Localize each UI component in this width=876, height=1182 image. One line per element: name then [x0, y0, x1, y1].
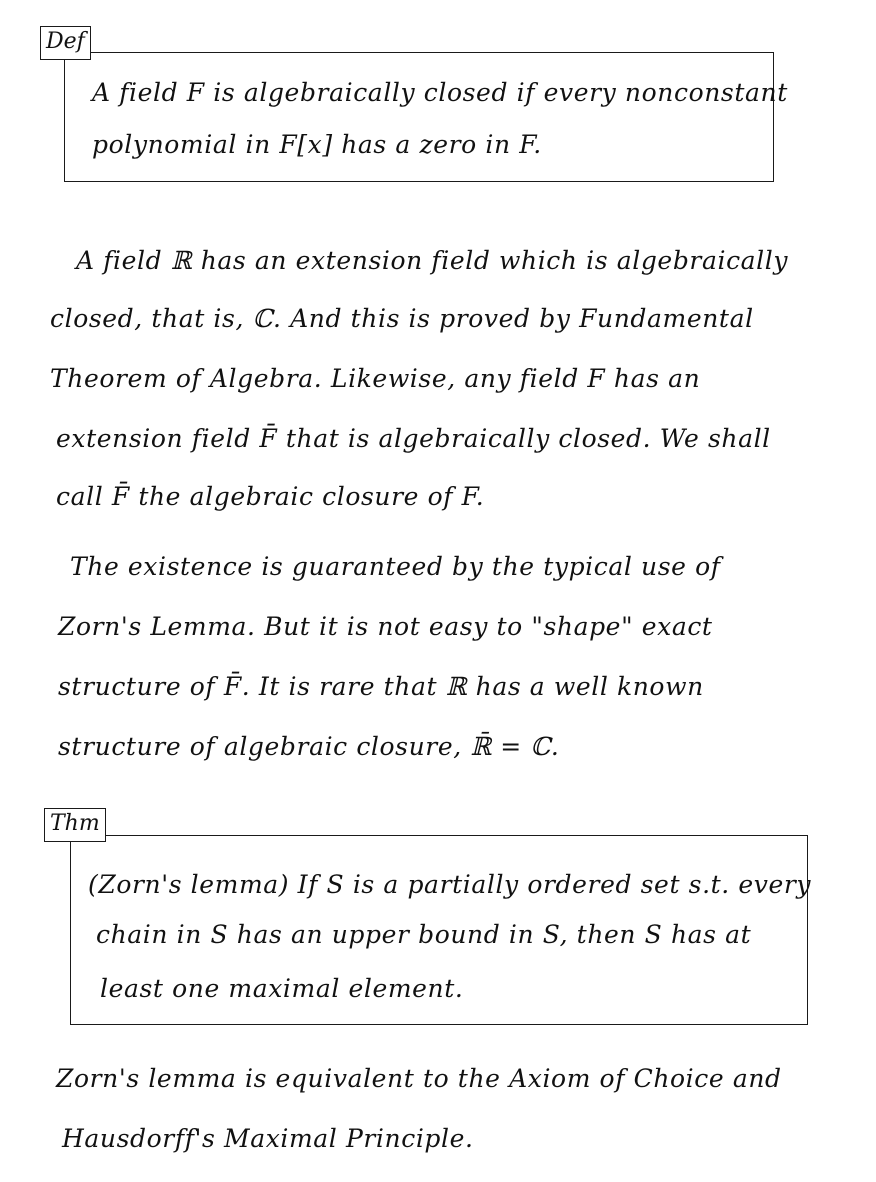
paragraph-line: extension field F̄ that is algebraically closed. We shall	[56, 424, 771, 453]
paragraph-line: The existence is guaranteed by the typical use of	[70, 552, 721, 581]
paragraph-line: Zorn's lemma is equivalent to the Axiom of Choice and	[56, 1064, 782, 1093]
paragraph-line: structure of algebraic closure, ℝ̄ = ℂ.	[58, 732, 560, 761]
paragraph-line: structure of F̄. It is rare that ℝ has a well known	[58, 672, 704, 701]
paragraph-line: call F̄ the algebraic closure of F.	[56, 482, 485, 511]
paragraph-line: Zorn's Lemma. But it is not easy to "shape" exact	[58, 612, 713, 641]
definition-box	[64, 52, 774, 182]
theorem-line: (Zorn's lemma) If S is a partially ordered set s.t. every	[88, 870, 812, 899]
theorem-line: chain in S has an upper bound in S, then S has at	[96, 920, 752, 949]
theorem-line: least one maximal element.	[100, 974, 464, 1003]
paragraph-line: closed, that is, ℂ. And this is proved by Fundamental	[50, 304, 754, 333]
theorem-tag: Thm	[44, 808, 106, 842]
definition-line: A field F is algebraically closed if every nonconstant	[92, 78, 788, 107]
definition-line: polynomial in F[x] has a zero in F.	[92, 130, 542, 159]
definition-tag: Def	[40, 26, 91, 60]
paragraph-line: A field ℝ has an extension field which is algebraically	[76, 246, 789, 275]
paragraph-line: Hausdorff's Maximal Principle.	[62, 1124, 474, 1153]
paragraph-line: Theorem of Algebra. Likewise, any field F has an	[50, 364, 701, 393]
